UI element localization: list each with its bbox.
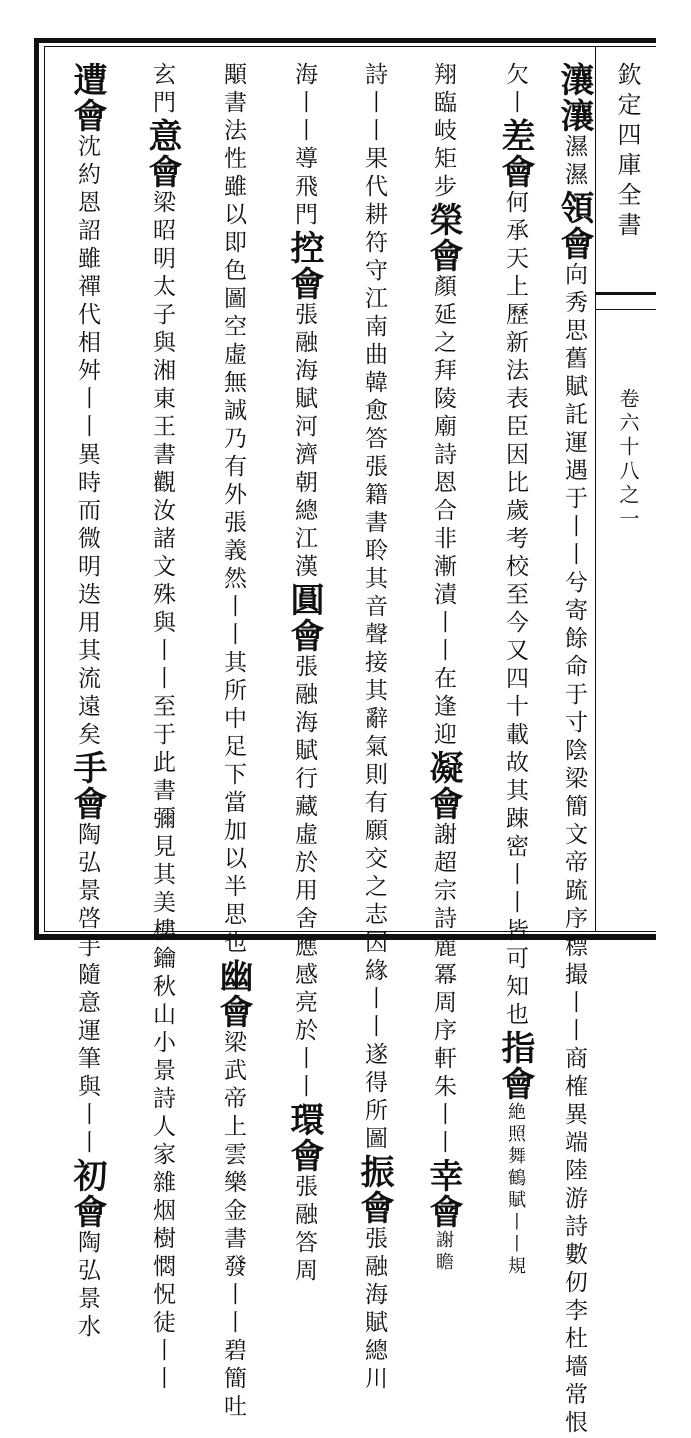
text-column-6 [213,62,253,1422]
entry-text: 張融海賦行藏虛於用舍應感亮於丨丨 [291,654,317,1102]
entry-text: 玄門 [149,62,175,118]
text-column-5 [284,62,324,1286]
entry-text: 向秀思舊賦託運遇于丨丨兮寄餘命于寸陰梁簡文帝䟽序標撮丨丨商榷異端陸游詩數仞李杜墻常恨 [561,262,587,1438]
entry-text: 陶弘景啓手隨意運筆與丨丨 [74,822,100,1158]
entry-text: 謝瞻 [433,1230,454,1274]
text-column-8 [67,62,107,1342]
entry-text: 濕濕 [561,134,587,190]
entry-heading: 圓會 [284,582,324,654]
entry-heading: 凝會 [423,750,463,822]
text-column-7 [142,62,182,1394]
entry-heading: 手會 [67,750,107,822]
entry-text: 詩丨丨果代耕符守江南曲韓愈答張籍書聆其音聲接其辭氣則有願交之志因緣丨丨遂得所圖 [361,62,387,1154]
entry-text: 欠丨 [502,62,528,118]
entry-text: 陶弘景水 [74,1230,100,1342]
entry-heading: 指會 [495,1030,535,1102]
entry-heading: 幽會 [213,958,253,1030]
entry-heading: 遭會 [67,62,107,134]
entry-text: 絶照舞鶴賦丨丨規 [505,1102,526,1278]
entry-heading: 領會 [554,190,594,262]
entry-heading: 意會 [142,118,182,190]
entry-text: 何承天上歷新法表臣因比歲考校至今又四十載故其踈密丨丨皆可知也 [502,190,528,1030]
entry-text: 沈約恩詔雖禪代相舛丨丨異時而微明迭用其流遠矣 [74,134,100,750]
entry-text: 翔臨岐矩步 [430,62,456,202]
entry-heading: 振會 [354,1154,394,1226]
text-column-2 [495,62,535,1278]
text-column-1 [554,62,594,1438]
entry-heading: 初會 [67,1158,107,1230]
entry-text: 張融答周 [291,1174,317,1286]
entry-heading: 榮會 [423,202,463,274]
entry-text: 梁昭明太子與湘東王書觀汝諸文殊與丨丨至于此書彌見其美樓鑰秋山小景詩人家雜烟樹㦖怳徒丨丨 [149,190,175,1394]
entry-text: 梁武帝上雲樂金書發丨丨碧簡吐 [220,1030,246,1422]
entry-text: 張融海賦總川 [361,1226,387,1394]
entry-text: 張融海賦河濟朝總江漢 [291,302,317,582]
entry-heading: 環會 [284,1102,324,1174]
volume-label: 卷六十八之一 [616,388,640,532]
book-title: 欽定四庫全書 [613,62,641,242]
entry-text: 顏延之拜陵廟詩恩合非漸漬丨丨在逢迎 [430,274,456,750]
entry-text: 顒書法性雖以即色圖空虛無誠乃有外張義然丨丨其所中足下當加以半思也 [220,62,246,958]
entry-text: 謝超宗詩簏冪周序軒朱丨丨 [430,822,456,1158]
entry-text: 海丨丨導飛門 [291,62,317,230]
entry-heading: 幸會 [423,1158,463,1230]
entry-heading: 控會 [284,230,324,302]
text-column-3 [423,62,463,1274]
entry-heading: 瀼瀼 [554,62,594,134]
fishtail-mark [596,292,656,310]
text-column-4 [354,62,394,1394]
entry-heading: 差會 [495,118,535,190]
